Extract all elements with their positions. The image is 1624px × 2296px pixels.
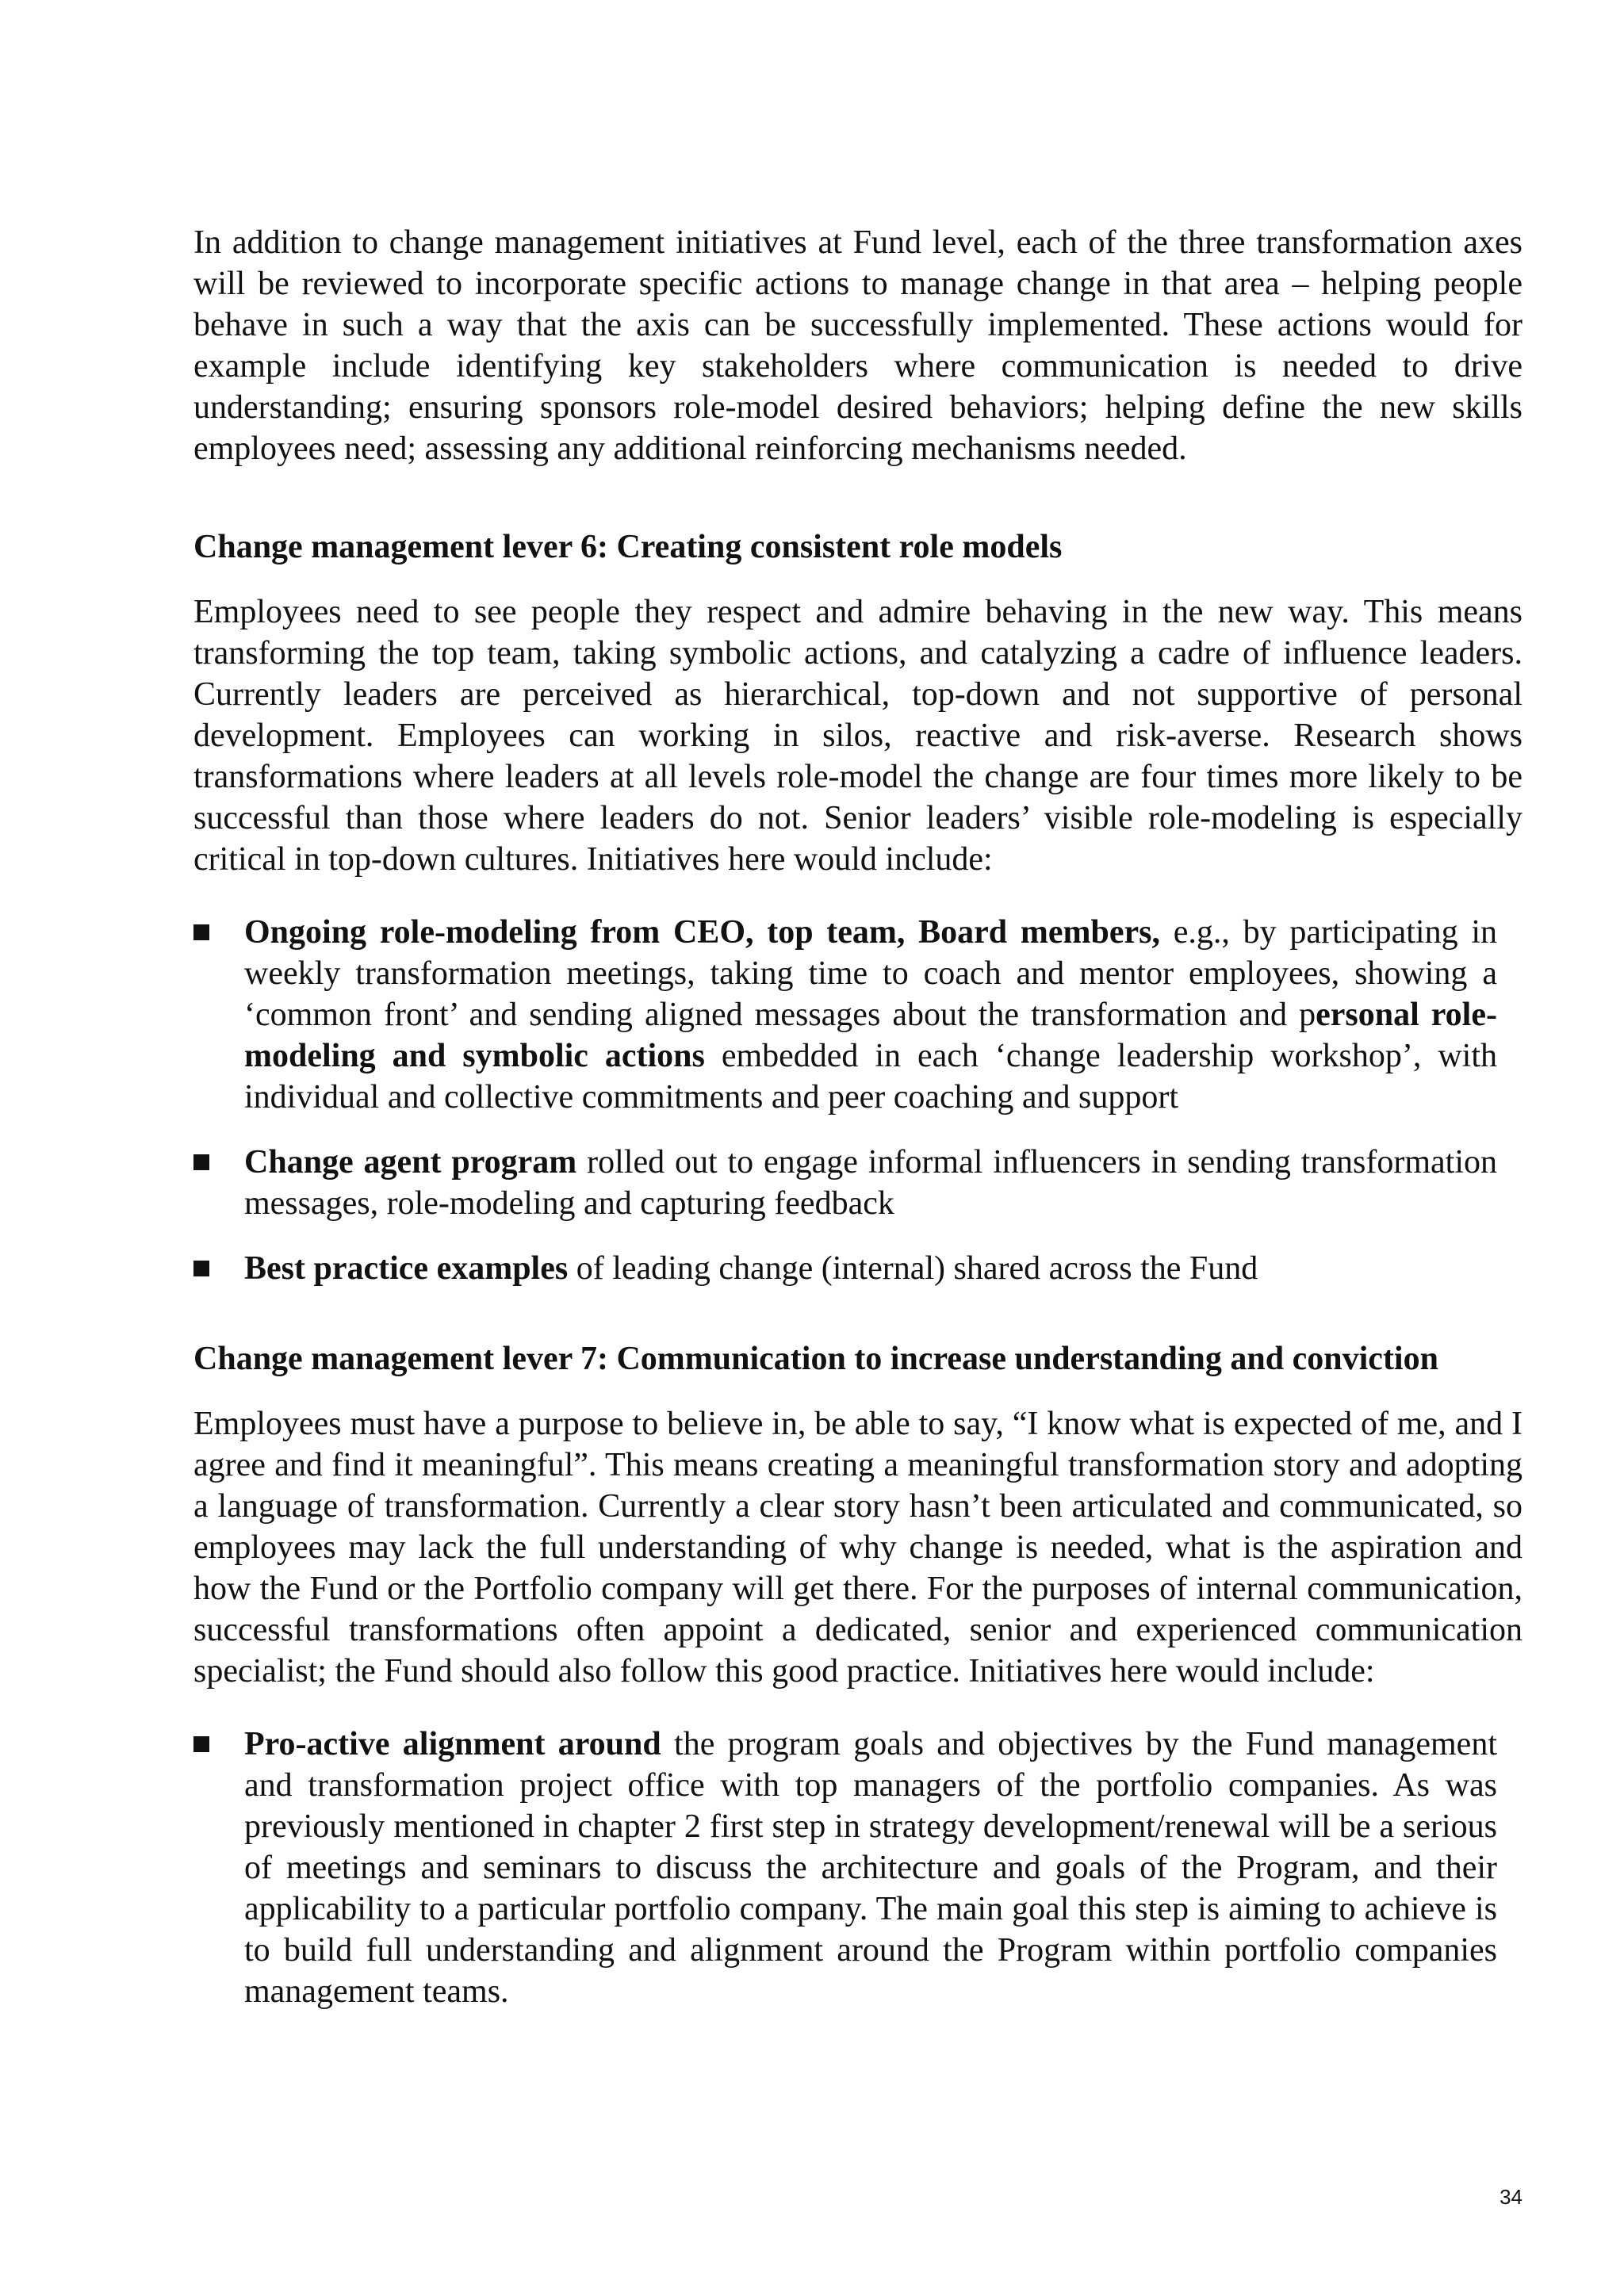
bullet-bold-text: ersonal role-modeling and symbolic actions xyxy=(244,997,1497,1074)
bullet-text: of leading change (internal) shared across the Fund xyxy=(568,1250,1258,1287)
bullet-bold-text: Pro-active alignment around xyxy=(244,1726,661,1762)
bullet-bold-text: Ongoing role-modeling from CEO, top team, Board members, xyxy=(244,914,1160,951)
square-bullet-icon xyxy=(193,1724,209,1766)
lever-7-paragraph: Employees must have a purpose to believe in, be able to say, “I know what is expected of me, and I agree and find it meaningful”. This means creating a meaningful transformation story and adopting a language of transformation. Currently a clear story hasn’t been articulated and communicated, so employees may lack the full understanding of why change is needed, what is the aspiration and how the Fund or the Portfolio company will get there. For the purposes of internal communication, successful transformations often appoint a dedicated, senior and experienced communication specialist; the Fund should also follow this good practice. Initiatives here would include: xyxy=(193,1406,1522,1689)
lever-6-heading: Change management lever 6: Creating consistent role models xyxy=(193,529,1063,565)
lever-7-initiatives-list xyxy=(193,1724,1522,2012)
list-item xyxy=(193,1248,1497,1289)
bullet-text: e.g., by participating in weekly transformation meetings, taking time to coach and mentor employees, showing a ‘common front’ and sending aligned messages about the transformation and p xyxy=(244,914,1497,1033)
page-number: 34 xyxy=(1500,2185,1522,2209)
square-bullet-icon xyxy=(193,1248,209,1290)
bullet-text: the program goals and objectives by the Fund management and transformation project office with top managers of the portfolio companies. As was previously mentioned in chapter 2 first step in strategy development/renewal will be a serious of meetings and seminars to discuss the architecture and goals of the Program, and their applicability to a particular portfolio company. The main goal this step is aiming to achieve is to build full understanding and alignment around the Program within portfolio companies management teams. xyxy=(244,1726,1497,2010)
bullet-text: rolled out to engage informal influencers in sending transformation messages, role-modeling and capturing feedback xyxy=(244,1144,1497,1222)
bullet-bold-text: Best practice examples xyxy=(244,1250,569,1287)
lever-6-paragraph: Employees need to see people they respect and admire behaving in the new way. This means transforming the top team, taking symbolic actions, and catalyzing a cadre of influence leaders. Currently leaders are perceived as hierarchical, top-down and not supportive of personal development. Employees can working in silos, reactive and risk-averse. Research shows transformations where leaders at all levels role-model the change are four times more likely to be successful than those where leaders do not. Senior leaders’ visible role-modeling is especially critical in top-down cultures. Initiatives here would include: xyxy=(193,594,1522,878)
square-bullet-icon xyxy=(193,1142,209,1184)
bullet-bold-text: Change agent program xyxy=(244,1144,577,1181)
bullet-text: embedded in each ‘change leadership workshop’, with individual and collective commitments and peer coaching and support xyxy=(244,1038,1497,1115)
square-bullet-icon xyxy=(193,912,209,954)
intro-paragraph: In addition to change management initiatives at Fund level, each of the three transformation axes will be reviewed to incorporate specific actions to manage change in that area – helping people behave in such a way that the axis can be successfully implemented. These actions would for example include identifying key stakeholders where communication is needed to drive understanding; ensuring sponsors role-model desired behaviors; helping define the new skills employees need; assessing any additional reinforcing mechanisms needed. xyxy=(193,224,1522,467)
page-content xyxy=(193,222,1522,2061)
list-item xyxy=(193,912,1497,1118)
lever-7-heading: Change management lever 7: Communication to increase understanding and conviction xyxy=(193,1341,1438,1377)
list-item xyxy=(193,1724,1497,2012)
list-item xyxy=(193,1142,1497,1224)
lever-6-initiatives-list xyxy=(193,912,1522,1289)
